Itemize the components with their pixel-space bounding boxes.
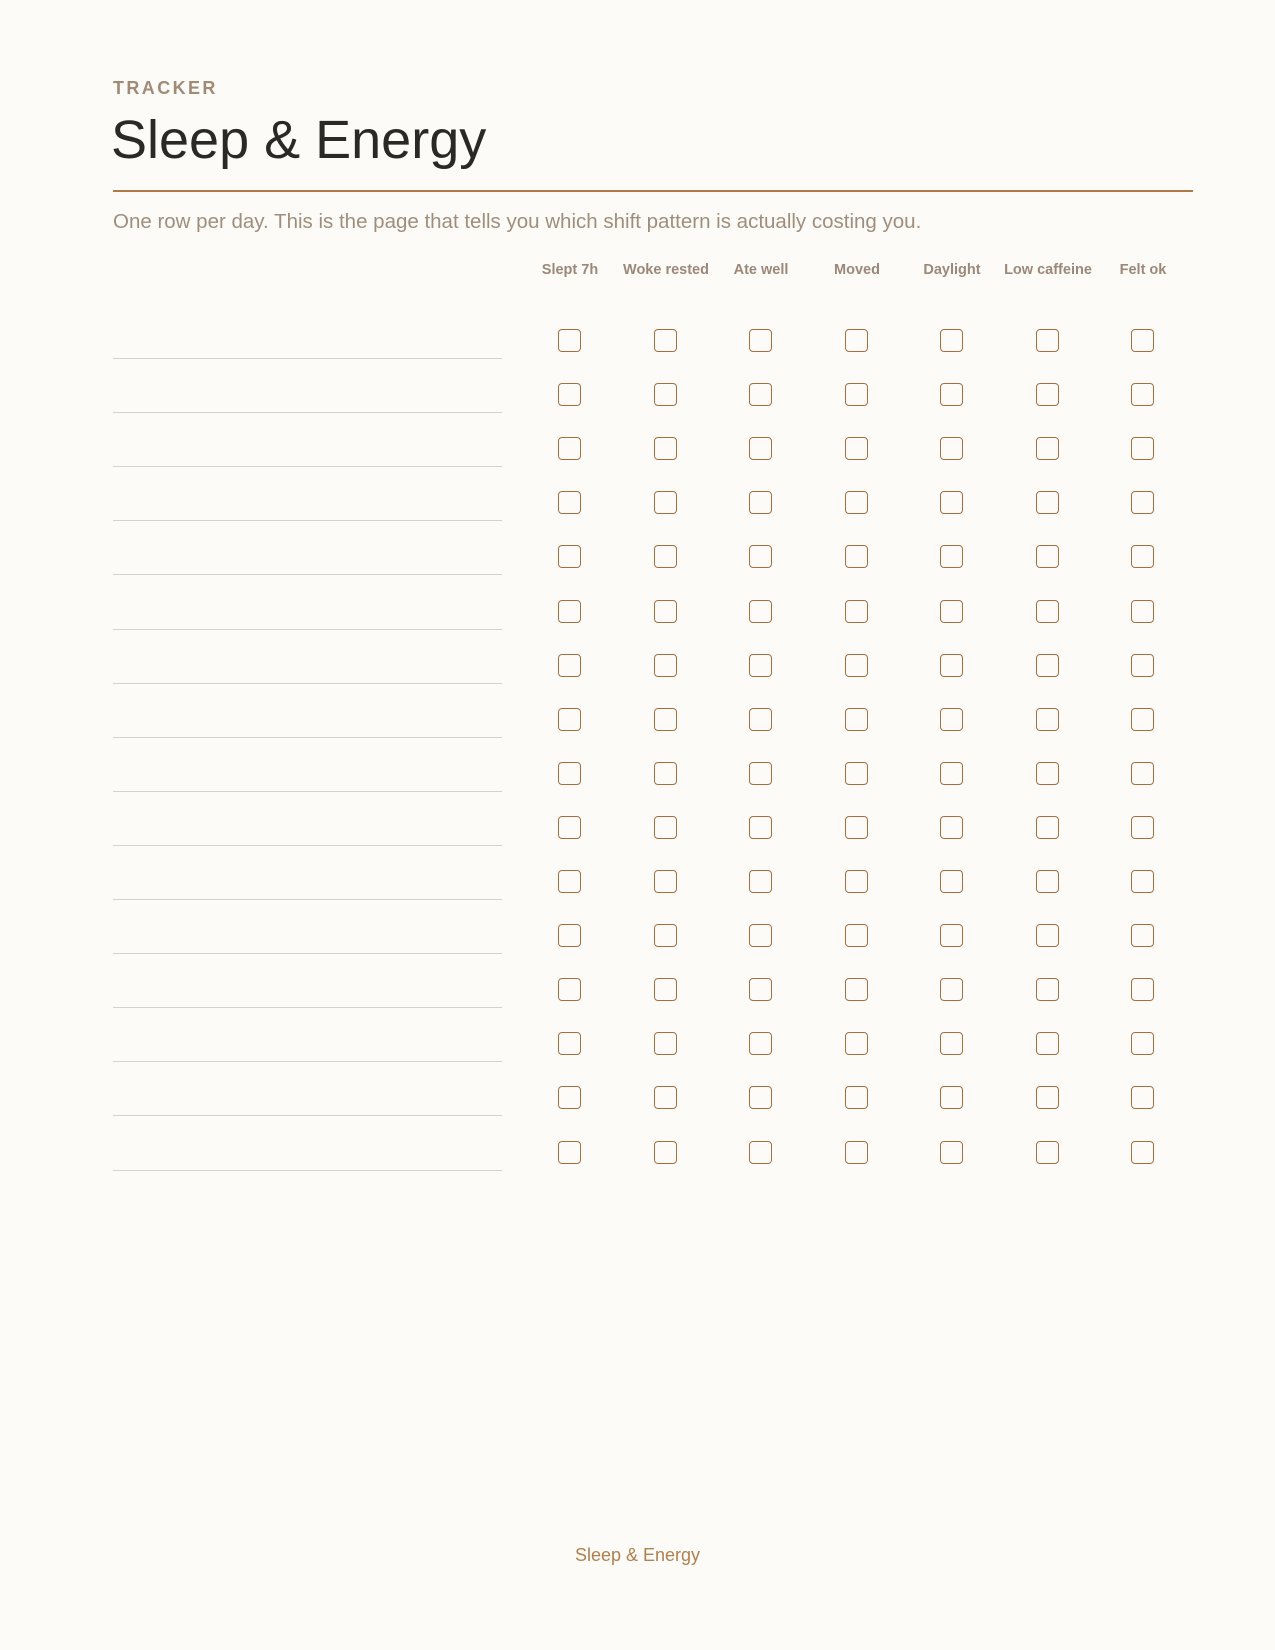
tracker-row (0, 600, 1275, 654)
checkbox[interactable] (749, 1141, 772, 1164)
checkbox[interactable] (845, 1141, 868, 1164)
checkbox[interactable] (940, 924, 963, 947)
checkbox[interactable] (1131, 329, 1154, 352)
checkbox[interactable] (1036, 329, 1059, 352)
tracker-row (0, 870, 1275, 924)
checkbox[interactable] (654, 708, 677, 731)
column-header: Slept 7h (541, 262, 599, 278)
checkbox[interactable] (1131, 383, 1154, 406)
checkbox[interactable] (845, 978, 868, 1001)
checkbox[interactable] (749, 437, 772, 460)
day-label-line[interactable] (113, 1061, 502, 1062)
checkbox[interactable] (558, 600, 581, 623)
checkbox[interactable] (1131, 654, 1154, 677)
checkbox[interactable] (1131, 600, 1154, 623)
checkbox[interactable] (749, 708, 772, 731)
title-divider (113, 190, 1193, 192)
checkbox[interactable] (940, 600, 963, 623)
checkbox[interactable] (1131, 545, 1154, 568)
checkbox[interactable] (654, 600, 677, 623)
tracker-row (0, 978, 1275, 1032)
checkbox[interactable] (845, 383, 868, 406)
checkbox[interactable] (1131, 491, 1154, 514)
checkbox[interactable] (654, 1086, 677, 1109)
checkbox[interactable] (1131, 1141, 1154, 1164)
day-label-line[interactable] (113, 466, 502, 467)
checkbox[interactable] (845, 708, 868, 731)
checkbox[interactable] (1036, 654, 1059, 677)
tracker-row (0, 762, 1275, 816)
day-label-line[interactable] (113, 953, 502, 954)
checkbox[interactable] (1131, 1032, 1154, 1055)
checkbox[interactable] (558, 1086, 581, 1109)
column-header: Low caffeine (1004, 262, 1092, 278)
page-title: Sleep & Energy (111, 110, 487, 170)
checkbox[interactable] (1131, 1086, 1154, 1109)
checkbox[interactable] (1036, 816, 1059, 839)
checkbox[interactable] (654, 545, 677, 568)
tracker-row (0, 383, 1275, 437)
day-label-line[interactable] (113, 574, 502, 575)
tracker-row (0, 924, 1275, 978)
checkbox[interactable] (1131, 437, 1154, 460)
checkbox[interactable] (845, 654, 868, 677)
checkbox[interactable] (940, 870, 963, 893)
checkbox[interactable] (749, 1032, 772, 1055)
tracker-row (0, 1032, 1275, 1086)
checkbox[interactable] (940, 1032, 963, 1055)
checkbox[interactable] (749, 762, 772, 785)
checkbox[interactable] (845, 329, 868, 352)
checkbox[interactable] (845, 600, 868, 623)
tracker-row (0, 708, 1275, 762)
checkbox[interactable] (940, 491, 963, 514)
checkbox[interactable] (654, 870, 677, 893)
column-header: Daylight (923, 262, 981, 278)
checkbox[interactable] (845, 816, 868, 839)
checkbox[interactable] (1131, 708, 1154, 731)
page-subtitle: One row per day. This is the page that tells you which shift pattern is actually costing you. (113, 210, 922, 233)
checkbox[interactable] (845, 437, 868, 460)
checkbox[interactable] (940, 1086, 963, 1109)
checkbox[interactable] (845, 1032, 868, 1055)
checkbox[interactable] (845, 924, 868, 947)
checkbox[interactable] (749, 978, 772, 1001)
checkbox[interactable] (558, 924, 581, 947)
checkbox[interactable] (654, 1032, 677, 1055)
checkbox[interactable] (654, 491, 677, 514)
checkbox[interactable] (940, 708, 963, 731)
tracker-row (0, 545, 1275, 599)
checkbox[interactable] (940, 762, 963, 785)
checkbox[interactable] (558, 491, 581, 514)
checkbox[interactable] (845, 491, 868, 514)
checkbox[interactable] (749, 545, 772, 568)
checkbox[interactable] (749, 654, 772, 677)
day-label-line[interactable] (113, 899, 502, 900)
day-label-line[interactable] (113, 358, 502, 359)
checkbox[interactable] (1036, 491, 1059, 514)
day-label-line[interactable] (113, 683, 502, 684)
checkbox[interactable] (558, 437, 581, 460)
checkbox[interactable] (654, 329, 677, 352)
checkbox[interactable] (654, 924, 677, 947)
checkbox[interactable] (940, 654, 963, 677)
checkbox[interactable] (749, 491, 772, 514)
day-label-line[interactable] (113, 791, 502, 792)
checkbox[interactable] (845, 1086, 868, 1109)
day-label-line[interactable] (113, 845, 502, 846)
checkbox[interactable] (558, 383, 581, 406)
checkbox[interactable] (1036, 600, 1059, 623)
checkbox[interactable] (654, 383, 677, 406)
tracker-row (0, 654, 1275, 708)
checkbox[interactable] (1131, 762, 1154, 785)
checkbox[interactable] (558, 708, 581, 731)
checkbox[interactable] (1036, 1086, 1059, 1109)
checkbox[interactable] (654, 654, 677, 677)
checkbox[interactable] (1036, 1141, 1059, 1164)
column-header: Ate well (733, 262, 789, 278)
checkbox[interactable] (1036, 870, 1059, 893)
checkbox[interactable] (749, 329, 772, 352)
checkbox[interactable] (654, 762, 677, 785)
day-label-line[interactable] (113, 412, 502, 413)
checkbox[interactable] (940, 1141, 963, 1164)
checkbox[interactable] (558, 816, 581, 839)
checkbox[interactable] (1036, 708, 1059, 731)
checkbox[interactable] (940, 437, 963, 460)
checkbox[interactable] (749, 816, 772, 839)
tracker-row (0, 491, 1275, 545)
checkbox[interactable] (654, 816, 677, 839)
checkbox[interactable] (1036, 924, 1059, 947)
checkbox[interactable] (654, 978, 677, 1001)
checkbox[interactable] (1131, 870, 1154, 893)
checkbox[interactable] (845, 762, 868, 785)
checkbox[interactable] (940, 978, 963, 1001)
checkbox[interactable] (558, 545, 581, 568)
day-label-line[interactable] (113, 737, 502, 738)
checkbox[interactable] (1036, 978, 1059, 1001)
checkbox[interactable] (1131, 978, 1154, 1001)
checkbox[interactable] (1036, 545, 1059, 568)
column-header: Woke rested (623, 262, 709, 278)
checkbox[interactable] (558, 978, 581, 1001)
checkbox[interactable] (558, 762, 581, 785)
day-label-line[interactable] (113, 1007, 502, 1008)
page-footer: Sleep & Energy (574, 1545, 701, 1565)
checkbox[interactable] (558, 329, 581, 352)
checkbox[interactable] (749, 870, 772, 893)
checkbox[interactable] (845, 870, 868, 893)
checkbox[interactable] (558, 1141, 581, 1164)
tracker-row (0, 329, 1275, 383)
day-label-line[interactable] (113, 1170, 502, 1171)
checkbox[interactable] (749, 924, 772, 947)
checkbox[interactable] (749, 383, 772, 406)
checkbox[interactable] (1036, 1032, 1059, 1055)
checkbox[interactable] (845, 545, 868, 568)
day-label-line[interactable] (113, 1115, 502, 1116)
checkbox[interactable] (940, 545, 963, 568)
checkbox[interactable] (558, 1032, 581, 1055)
tracker-row (0, 1141, 1275, 1195)
column-headers (0, 258, 1275, 282)
checkbox[interactable] (940, 329, 963, 352)
checkbox[interactable] (558, 870, 581, 893)
tracker-row (0, 1086, 1275, 1140)
checkbox[interactable] (1036, 762, 1059, 785)
checkbox[interactable] (1036, 437, 1059, 460)
column-header: Moved (834, 262, 880, 278)
checkbox[interactable] (1131, 924, 1154, 947)
eyebrow-label: TRACKER (113, 78, 218, 98)
checkbox[interactable] (749, 600, 772, 623)
tracker-row (0, 816, 1275, 870)
day-label-line[interactable] (113, 629, 502, 630)
checkbox[interactable] (749, 1086, 772, 1109)
checkbox[interactable] (558, 654, 581, 677)
column-header: Felt ok (1119, 262, 1167, 278)
checkbox[interactable] (654, 1141, 677, 1164)
checkbox[interactable] (940, 383, 963, 406)
checkbox[interactable] (1036, 383, 1059, 406)
checkbox[interactable] (940, 816, 963, 839)
checkbox[interactable] (654, 437, 677, 460)
tracker-row (0, 437, 1275, 491)
checkbox[interactable] (1131, 816, 1154, 839)
day-label-line[interactable] (113, 520, 502, 521)
